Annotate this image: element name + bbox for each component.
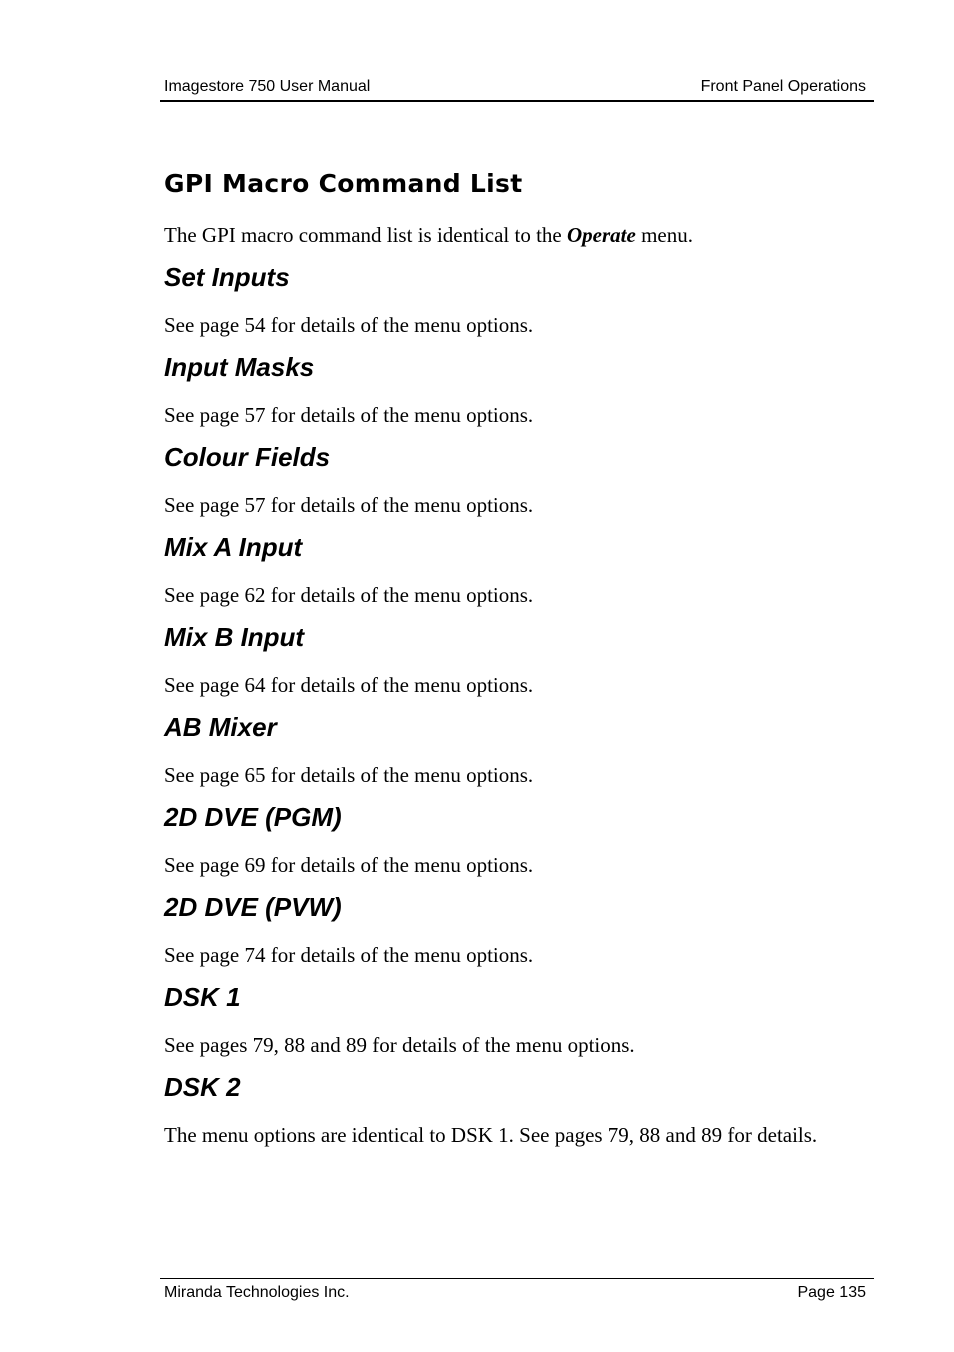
- section-text: The menu options are identical to DSK 1. See pages 79, 88 and 89 for details.: [164, 1123, 818, 1147]
- page-number: Page 135: [797, 1284, 866, 1301]
- section-heading: 2D DVE (PGM): [164, 802, 342, 832]
- section-text: See page 69 for details of the menu options.: [164, 853, 534, 877]
- page-footer: [160, 1278, 874, 1309]
- section-ab-mixer: [164, 711, 884, 789]
- section-text: See page 54 for details of the menu options.: [164, 313, 534, 337]
- page-header: [160, 76, 874, 102]
- section-2d-dve-pgm: [164, 801, 884, 879]
- section-dsk-1: [164, 981, 884, 1059]
- section-colour-fields: [164, 441, 884, 519]
- section-heading: Mix B Input: [164, 622, 305, 652]
- section-text: See page 65 for details of the menu options.: [164, 763, 534, 787]
- intro-emphasis: Operate: [567, 223, 636, 247]
- section-heading: 2D DVE (PVW): [164, 892, 342, 922]
- section-text: See page 57 for details of the menu options.: [164, 493, 534, 517]
- footer-company: Miranda Technologies Inc.: [164, 1284, 350, 1301]
- section-input-masks: [164, 351, 884, 429]
- intro-text-before: The GPI macro command list is identical to the: [164, 223, 567, 247]
- section-mix-b-input: [164, 621, 884, 699]
- section-set-inputs: [164, 261, 884, 339]
- section-heading: Colour Fields: [164, 442, 331, 472]
- page-title: GPI Macro Command List: [164, 169, 523, 198]
- section-dsk-2: [164, 1071, 884, 1149]
- section-2d-dve-pvw: [164, 891, 884, 969]
- section-heading: Input Masks: [164, 352, 315, 382]
- section-heading: Mix A Input: [164, 532, 303, 562]
- section-text: See page 64 for details of the menu options.: [164, 673, 534, 697]
- section-text: See pages 79, 88 and 89 for details of the menu options.: [164, 1033, 635, 1057]
- section-mix-a-input: [164, 531, 884, 609]
- section-heading: AB Mixer: [164, 712, 277, 742]
- intro-text-after: menu.: [635, 223, 693, 247]
- section-heading: DSK 2: [164, 1072, 241, 1102]
- section-heading: Set Inputs: [164, 262, 290, 292]
- header-chapter-title: Front Panel Operations: [700, 78, 866, 95]
- section-heading: DSK 1: [164, 982, 241, 1012]
- header-manual-title: Imagestore 750 User Manual: [164, 78, 371, 95]
- intro-paragraph: [164, 221, 884, 249]
- section-text: See page 57 for details of the menu options.: [164, 403, 534, 427]
- section-text: See page 62 for details of the menu options.: [164, 583, 534, 607]
- section-text: See page 74 for details of the menu options.: [164, 943, 534, 967]
- page-content: [164, 168, 884, 1149]
